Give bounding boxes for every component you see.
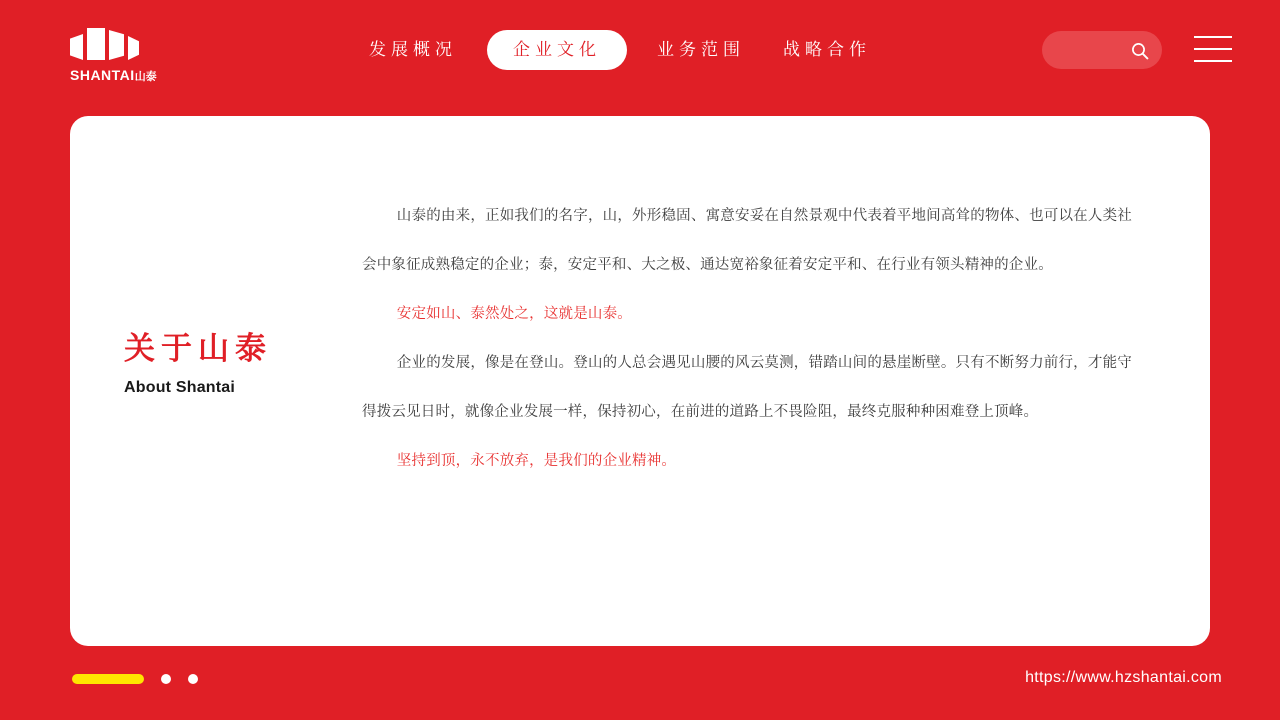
pagination-dot-2[interactable] [161, 674, 171, 684]
paragraph-3: 企业的发展，像是在登山。登山的人总会遇见山腰的风云莫测，错踏山间的悬崖断壁。只有不断努力前行，才能守得拨云见日时，就像企业发展一样，保持初心，在前进的道路上不畏险阻，最终克服种种困难登上顶峰。 [362, 355, 1132, 420]
article-body [362, 192, 1132, 486]
paragraph-1: 山泰的由来，正如我们的名字，山，外形稳固、寓意安妥在自然景观中代表着平地间高耸的物体、也可以在人类社会中象征成熟稳定的企业；泰，安定平和、大之极、通达宽裕象征着安定平和、在行业有领头精神的企业。 [362, 208, 1132, 273]
paragraph-4-accent: 坚持到顶，永不放弃，是我们的企业精神。 [396, 453, 677, 469]
hamburger-menu-icon[interactable] [1194, 36, 1232, 62]
site-url[interactable]: https://www.hzshantai.com [1025, 669, 1222, 686]
page-title-cn: 关于山泰 [124, 331, 272, 366]
nav-item-business[interactable]: 业务范围 [657, 40, 745, 59]
page-title [124, 330, 272, 397]
main-navigation [350, 30, 890, 70]
nav-item-development[interactable]: 发展概况 [369, 40, 457, 59]
logo[interactable] [70, 26, 180, 84]
logo-text-cn: 山泰 [134, 71, 157, 83]
content-card [70, 116, 1210, 646]
logo-text-en: SHANTAI [70, 67, 135, 83]
paragraph-2-accent: 安定如山、泰然处之，这就是山泰。 [396, 306, 632, 322]
nav-item-cooperation[interactable]: 战略合作 [783, 40, 871, 59]
page-title-en: About Shantai [124, 379, 236, 397]
logo-text [70, 67, 157, 84]
site-header [0, 0, 1280, 100]
pagination-dot-active[interactable] [72, 674, 144, 684]
nav-item-culture[interactable]: 企业文化 [487, 30, 627, 70]
shantai-mountain-logo-icon [70, 26, 139, 60]
pagination-dot-3[interactable] [188, 674, 198, 684]
search-icon [1130, 41, 1150, 61]
carousel-pagination [72, 674, 198, 684]
search-input[interactable] [1042, 31, 1162, 69]
